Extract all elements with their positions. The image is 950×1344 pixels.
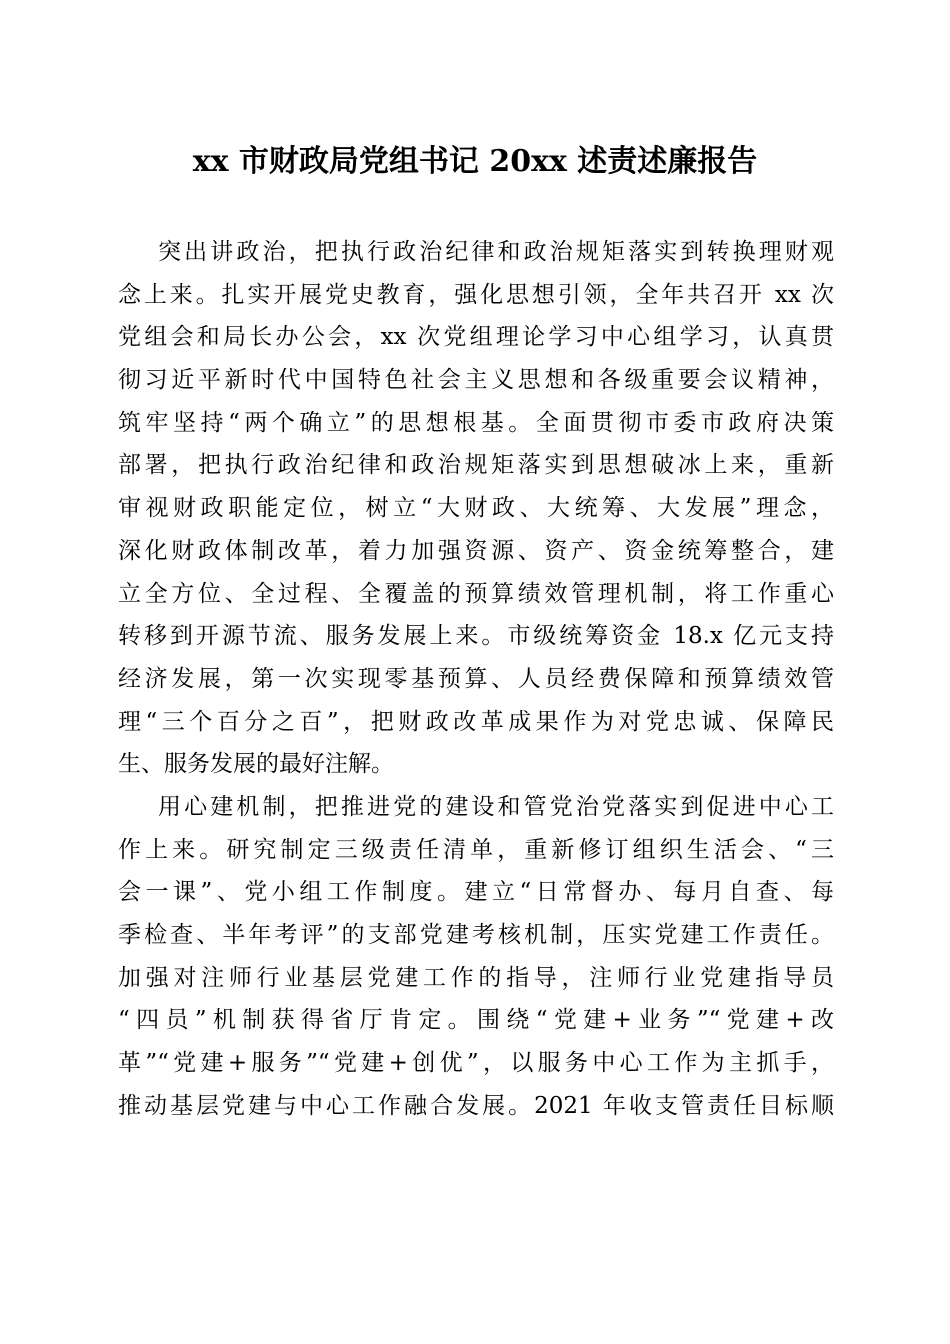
text-line: 彻习近平新时代中国特色社会主义思想和各级重要会议精神， (118, 367, 834, 394)
paragraph-2 (118, 786, 834, 1128)
text-line: 深化财政体制改革，着力加强资源、资产、资金统筹整合，建 (118, 537, 834, 564)
text-line: 加强对注师行业基层党建工作的指导，注师行业党建指导员 (118, 964, 834, 991)
text-line: 经济发展，第一次实现零基预算、人员经费保障和预算绩效管 (118, 665, 834, 692)
text-line: 筑牢坚持“两个确立”的思想根基。全面贯彻市委市政府决策 (118, 409, 834, 436)
text-line: 审视财政职能定位，树立“大财政、大统筹、大发展”理念， (118, 495, 834, 522)
text-line: 推动基层党建与中心工作融合发展。2021 年收支管责任目标顺 (118, 1092, 834, 1119)
text-line: 念上来。扎实开展党史教育，强化思想引领，全年共召开 xx 次 (118, 281, 834, 308)
text-line: “四员”机制获得省厅肯定。围绕“党建+业务”“党建+改 (118, 1007, 834, 1034)
text-line: 生、服务发展的最好注解。 (118, 751, 394, 778)
text-line: 党组会和局长办公会，xx 次党组理论学习中心组学习，认真贯 (118, 324, 834, 351)
text-line: 用心建机制，把推进党的建设和管党治党落实到促进中心工 (158, 793, 834, 820)
text-line: 突出讲政治，把执行政治纪律和政治规矩落实到转换理财观 (158, 239, 834, 265)
text-line: 季检查、半年考评”的支部党建考核机制，压实党建工作责任。 (118, 922, 834, 948)
document-title: xx 市财政局党组书记 20xx 述责述廉报告 (192, 144, 758, 179)
text-line: 部署，把执行政治纪律和政治规矩落实到思想破冰上来，重新 (118, 452, 834, 479)
text-line: 转移到开源节流、服务发展上来。市级统筹资金 18.x 亿元支持 (118, 623, 834, 650)
document-body (118, 231, 834, 1127)
text-line: 立全方位、全过程、全覆盖的预算绩效管理机制，将工作重心 (118, 580, 834, 607)
paragraph-1 (118, 231, 834, 786)
text-line: 作上来。研究制定三级责任清单，重新修订组织生活会、“三 (118, 836, 834, 863)
text-line: 会一课”、党小组工作制度。建立“日常督办、每月自查、每 (118, 879, 834, 906)
text-line: 理“三个百分之百”，把财政改革成果作为对党忠诚、保障民 (118, 708, 834, 735)
text-line: 革”“党建+服务”“党建+创优”，以服务中心工作为主抓手， (118, 1050, 834, 1077)
